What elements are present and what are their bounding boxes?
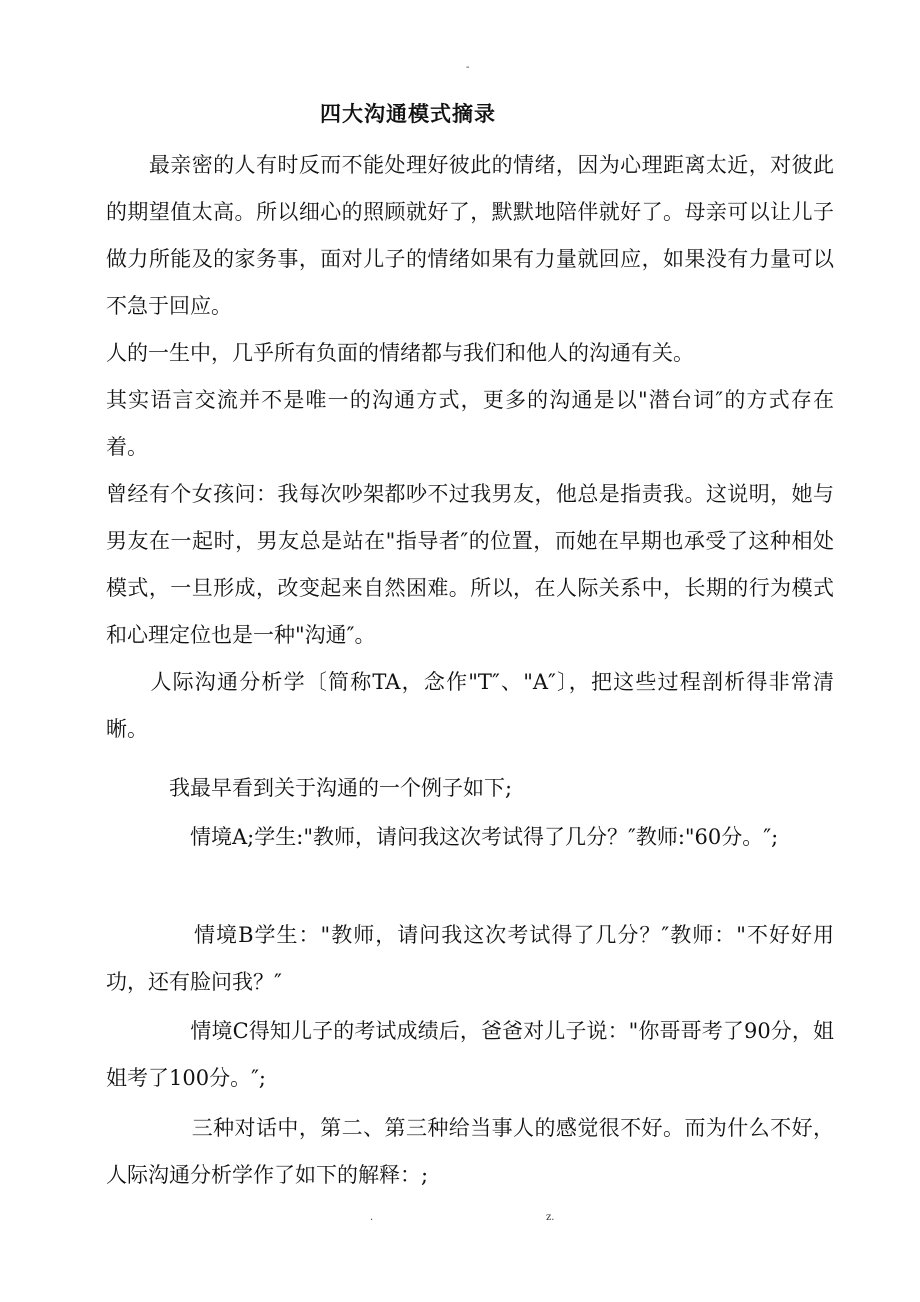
footer-right: z. <box>546 1212 555 1223</box>
paragraph-8: 情境B学生："教师，请问我这次考试得了几分？″教师："不好好用功，还有脸问我？″ <box>106 923 834 994</box>
paragraph-4: 曾经有个女孩问：我每次吵架都吵不过我男友，他总是指责我。这说明，她与男友在一起时，男友总是站在"指导者″的位置，而她在早期也承受了这种相处模式，一旦形成，改变起来自然困难。所以，在人际关系中，长期的行为模式和心理定位也是一种"沟通″。 <box>106 482 834 647</box>
paragraph-6: 我最早看到关于沟通的一个例子如下; <box>106 776 513 800</box>
paragraph-10: 三种对话中，第二、第三种给当事人的感觉很不好。而为什么不好，人际沟通分析学作了如下的解释：; <box>106 1116 834 1187</box>
paragraph-9: 情境C得知儿子的考试成绩后，爸爸对儿子说："你哥哥考了90分，姐姐考了100分。″; <box>106 1019 834 1090</box>
paragraph-1: 最亲密的人有时反而不能处理好彼此的情绪，因为心理距离太近，对彼此的期望值太高。所以细心的照顾就好了，默默地陪伴就好了。母亲可以让儿子做力所能及的家务事，面对儿子的情绪如果有力量就回应，如果没有力量可以不急于回应。 <box>106 153 834 318</box>
paragraph-7: 情境A;学生:"教师，请问我这次考试得了几分？″教师:"60分。″; <box>106 825 779 849</box>
document-title: 四大沟通模式摘录 <box>320 102 496 126</box>
header-mark: - <box>466 62 470 73</box>
footer-left: . <box>370 1212 374 1223</box>
paragraph-2: 人的一生中，几乎所有负面的情绪都与我们和他人的沟通有关。 <box>106 341 694 365</box>
paragraph-5: 人际沟通分析学〔简称TA，念作"T″、"A″〕，把这些过程剖析得非常清晰。 <box>106 670 834 741</box>
paragraph-3: 其实语言交流并不是唯一的沟通方式，更多的沟通是以"潜台词″的方式存在着。 <box>106 388 834 459</box>
